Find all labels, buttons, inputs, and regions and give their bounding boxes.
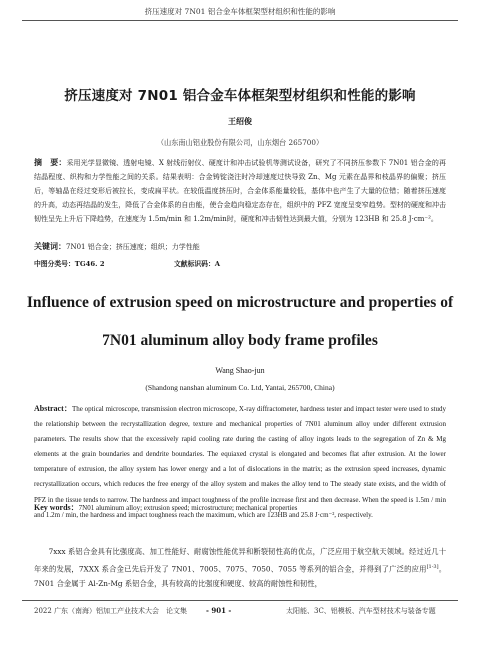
- chinese-keywords-label: 关键词：: [34, 242, 66, 251]
- chinese-abstract-text: 采用光学显微镜、透射电镜、X 射线衍射仪、硬度计和冲击试验机等测试设备，研究了不同挤压参数下 7N01 铝合金的再结晶程度、织构和力学性能之间的关系。结果表明：合金铸锭浇注时冷却速度过快导致 Zn、Mg 元素在晶界和枝晶界的偏聚；挤压后，等轴晶在经过变形后被拉长，变成扁平状。在较低温度挤压时，合金体系能量较低，基体中也产生了大量的位错；随着挤压速度的升高，动态再结晶的发生，降低了合金体系的自由能，使合金趋向稳定态存在，组织中的 PFZ 宽度呈变窄趋势。型材的硬度和冲击韧性呈先上升后下降趋势，在速度为 1.5m/min 和 1.2m/min时，硬度和冲击韧性达到最大值，分别为 123HB 和 25.8 J·cm⁻²。: [34, 159, 446, 223]
- page-number: - 901 -: [206, 606, 232, 615]
- english-author: Wang Shao-jun: [215, 366, 265, 375]
- chinese-author: 王绍俊: [228, 116, 252, 126]
- intro-paragraph: [34, 544, 446, 592]
- english-affiliation: (Shandong nanshan aluminum Co. Ltd, Yantai, 265700, China): [145, 383, 335, 392]
- chinese-affiliation: （山东南山铝业股份有限公司，山东烟台 265700）: [156, 138, 324, 147]
- footer-proceedings: 2022 广东（南海）铝加工产业技术大会 论文集: [34, 607, 188, 615]
- intro-text: 7xxx 系铝合金具有比强度高、加工性能好、耐腐蚀性能优异和断裂韧性高的优点，广泛应用于航空航天领域。经过近几十年来的发展，7XXX 系合金已先后开发了 7N01、7005、7075、7050、7055 等系列的铝合金，并得到了广泛的应用: [34, 547, 446, 573]
- document-code: 文献标识码：A: [174, 260, 221, 268]
- english-keywords-label: Key words：: [34, 503, 79, 512]
- intro-text-tail: 。7N01 合金属于 Al-Zn-Mg 系铝合金，具有较高的比强度和硬度、较高的耐蚀性和韧性，: [34, 563, 447, 589]
- header-rule: [22, 20, 458, 21]
- chinese-abstract: [34, 156, 446, 226]
- english-keywords-text: 7N01 aluminum alloy; extrusion speed; microstructure; mechanical properties: [78, 504, 298, 512]
- running-header: 挤压速度对 7N01 铝合金车体框架型材组织和性能的影响: [144, 7, 336, 16]
- chinese-title: 挤压速度对 7N01 铝合金车体框架型材组织和性能的影响: [64, 88, 416, 104]
- citation-ref: [1-3]: [426, 563, 439, 570]
- chinese-keywords: [34, 241, 446, 252]
- english-abstract-label: Abstract：: [34, 404, 72, 413]
- classification-number: 中图分类号：TG46. 2: [34, 260, 105, 268]
- english-abstract-text: The optical microscope, transmission electron microscope, X-ray diffractometer, hardness tester and impact tester were used to study the relationship between the recrystallization degree, texture and mechanical properties of 7N01 aluminum alloy under different extrusion parameters. The results show that the excessively rapid cooling rate during the casting of alloy ingots leads to the segregation of Zn & Mg elements at the grain boundaries and dendrite boundaries. The equiaxed crystal is elongated and becomes flat after extrusion. At the lower temperature of extrusion, the alloy system has lower energy and a lot of dislocations in the matrix; as the extrusion speed increases, dynamic recrystallization occurs, which reduces the free energy of the alloy system and makes the alloy tend to The steady state exists, and the width of PFZ in the tissue tends to narrow. The hardness and impact toughness of the profile increase first and then decrease. When the speed is 1.5m / min and 1.2m / min, the hardness and impact toughness reach the maximum, which are 123HB and 25.8 J·cm⁻², respectively.: [34, 405, 446, 519]
- english-title: Influence of extrusion speed on microstructure and properties of 7N01 aluminum alloy body frame profiles: [26, 294, 454, 349]
- chinese-keywords-text: 7N01 铝合金；挤压速度；组织；力学性能: [66, 243, 200, 251]
- chinese-abstract-label: 摘 要：: [34, 158, 67, 167]
- footer-rule: [22, 600, 458, 601]
- footer-session: 太阳能、3C、铝模板、汽车型材技术与装备专题: [286, 607, 436, 615]
- english-keywords: [34, 502, 446, 513]
